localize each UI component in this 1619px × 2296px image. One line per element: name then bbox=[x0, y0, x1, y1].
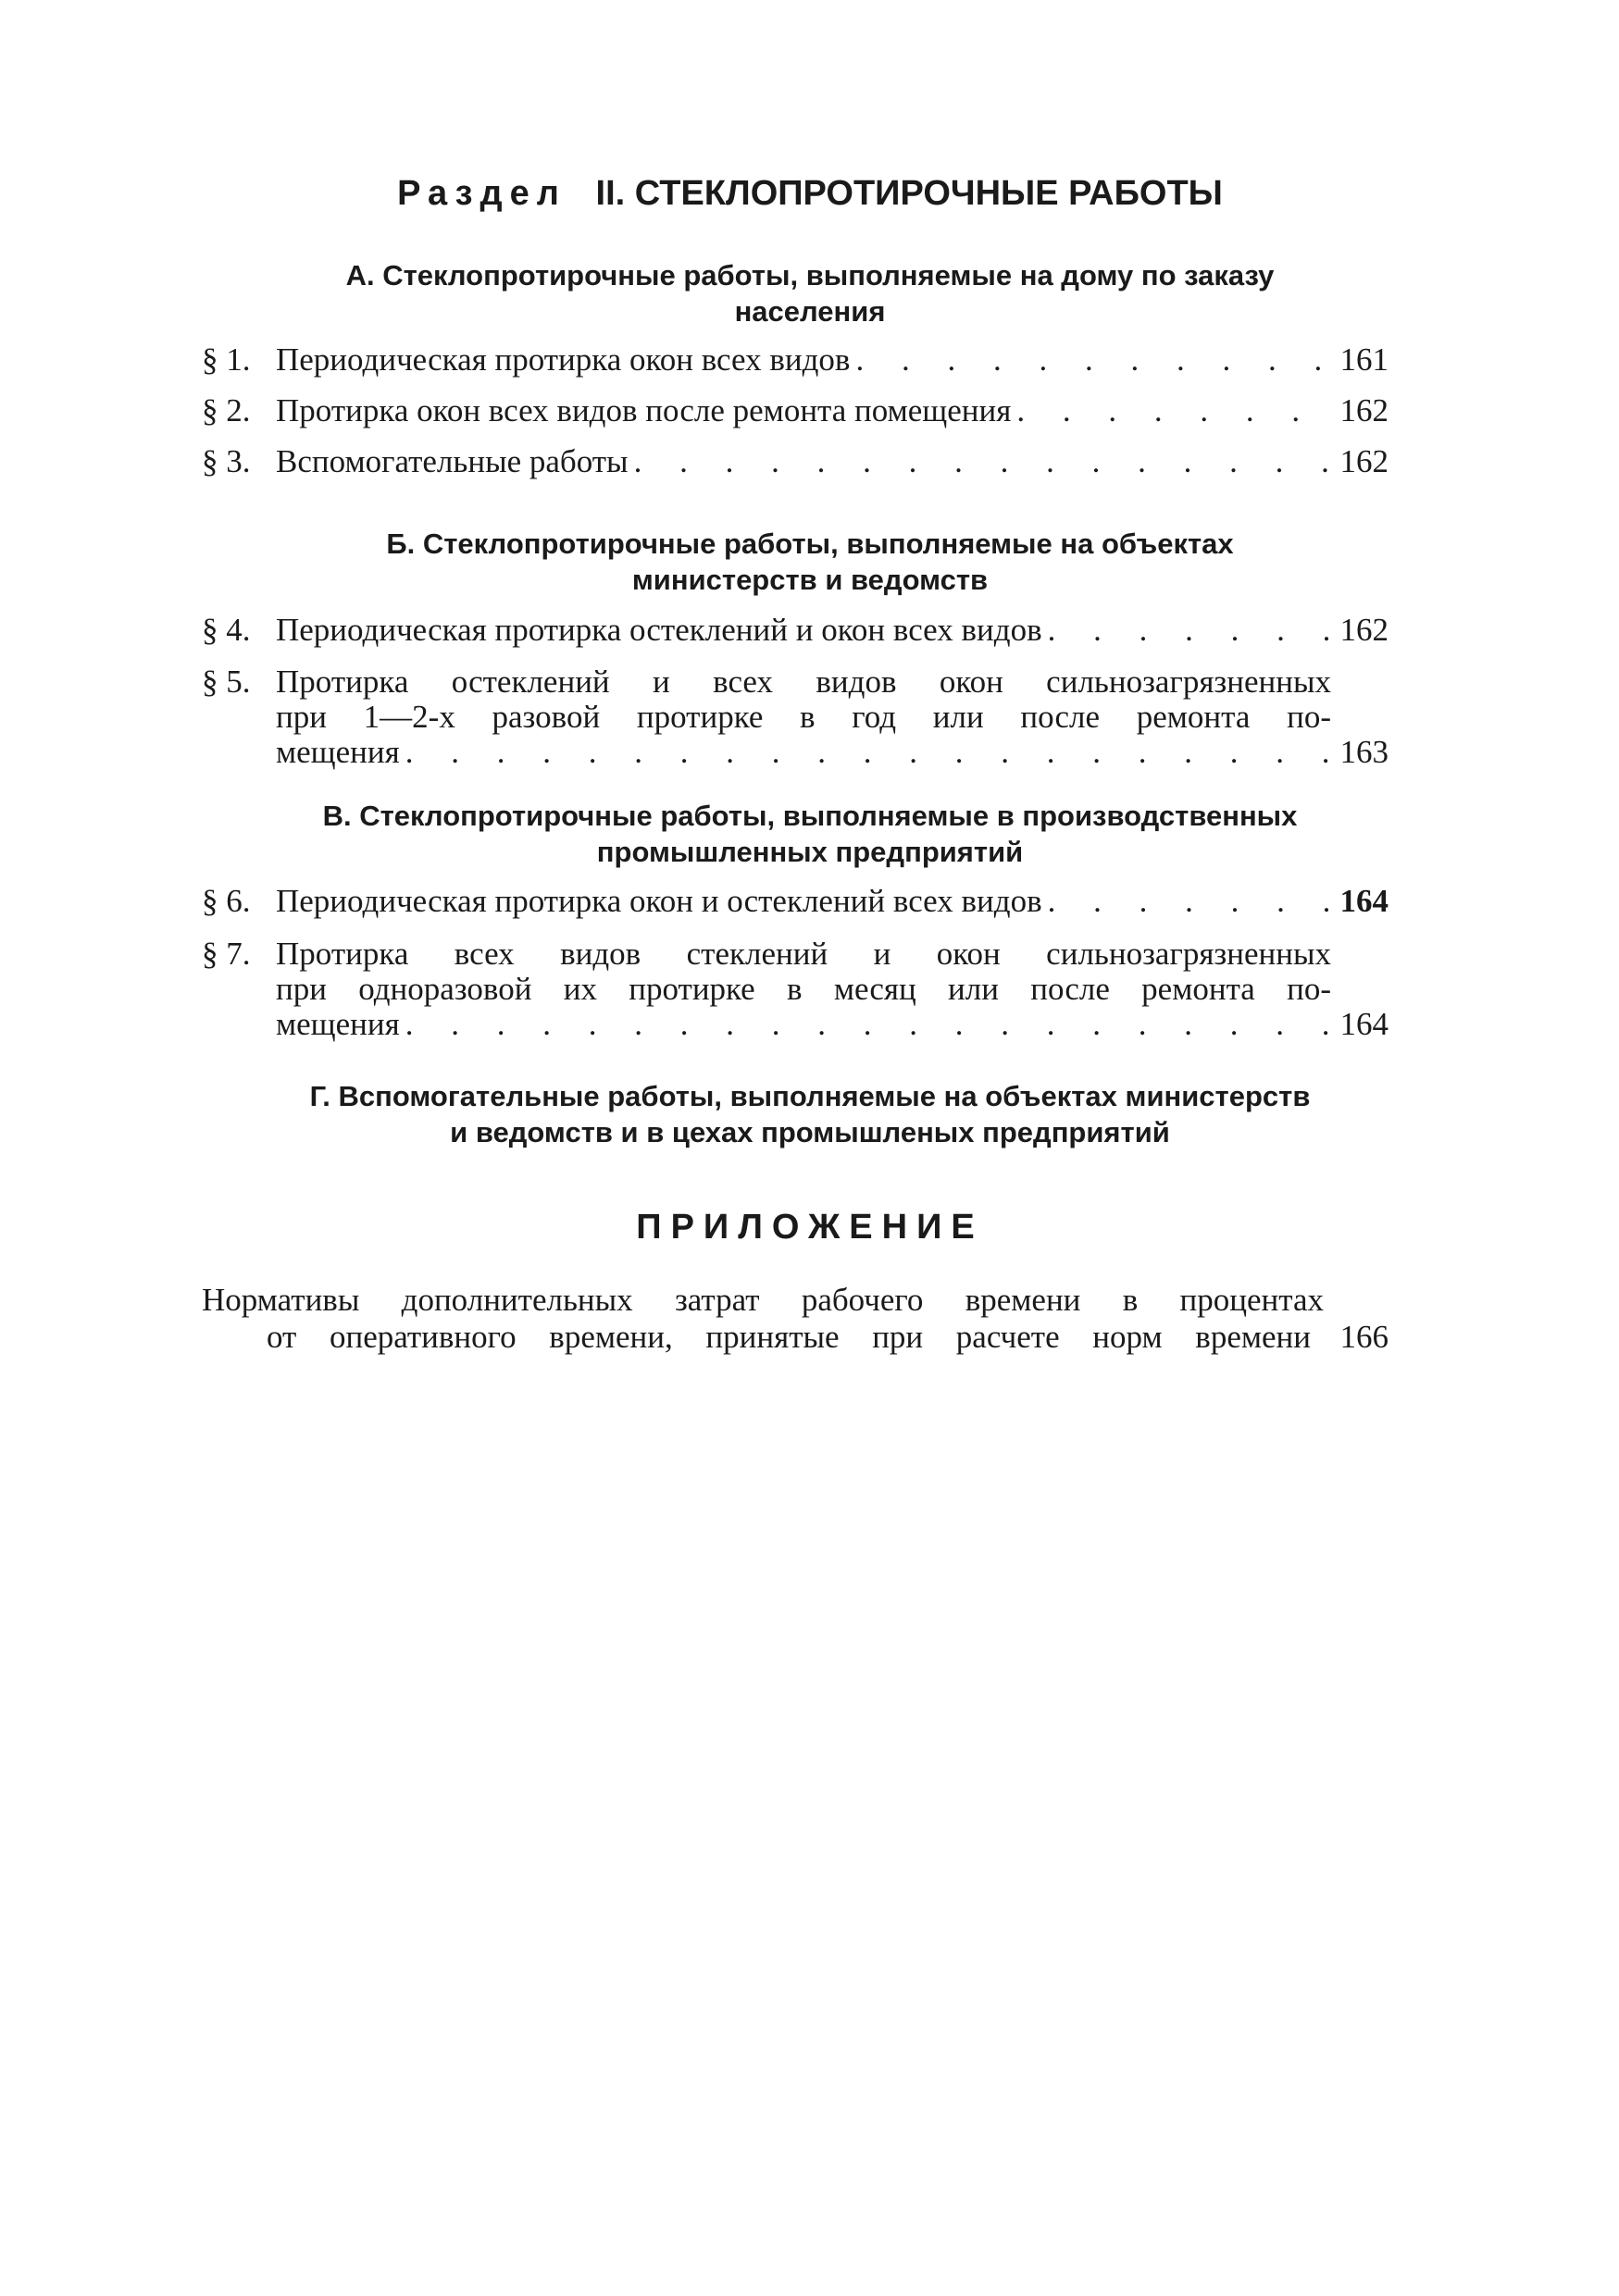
entry-title-continued: мещения bbox=[276, 734, 400, 770]
entry-number: § 3. bbox=[202, 443, 251, 479]
entry-title-continued: при 1—2-х разовой протирке в год или после ремонта по- bbox=[276, 699, 1331, 735]
group-heading-v: В. Стеклопротирочные работы, выполняемые в производственных промышленных предприятий bbox=[322, 800, 1298, 868]
appendix-heading: ПРИЛОЖЕНИЕ bbox=[636, 1208, 984, 1247]
toc-entry-2 bbox=[202, 393, 1389, 428]
entry-title: Периодическая протирка окон и остеклений всех видов bbox=[276, 883, 1042, 919]
toc-entry-5 bbox=[202, 664, 1389, 770]
entry-number: § 6. bbox=[202, 883, 251, 919]
entry-title-continued: при одноразовой их протирке в месяц или после ремонта по- bbox=[276, 971, 1331, 1007]
appendix-entry-page: 166 bbox=[1339, 1319, 1389, 1355]
group-heading-a: А. Стеклопротирочные работы, выполняемые на дому по заказу населения bbox=[345, 259, 1275, 328]
entry-page: 162 bbox=[1339, 392, 1389, 428]
leader-dots bbox=[1011, 393, 1331, 428]
toc-entry-4 bbox=[202, 613, 1389, 648]
leader-dots bbox=[850, 342, 1331, 378]
entry-number: § 5. bbox=[202, 664, 251, 700]
section-label: Раздел bbox=[397, 174, 567, 213]
leader-dots bbox=[1042, 613, 1331, 648]
entry-title: Периодическая протирка окон всех видов bbox=[276, 341, 851, 378]
toc-entry-7 bbox=[202, 937, 1389, 1042]
entry-page: 164 bbox=[1339, 883, 1389, 919]
appendix-entry-line1: Нормативы дополнительных затрат рабочего времени в процентах bbox=[202, 1282, 1324, 1318]
toc-entry-3 bbox=[202, 444, 1389, 479]
section-title bbox=[213, 174, 1407, 214]
entry-number: § 4. bbox=[202, 612, 251, 648]
appendix-entry-line2: от оперативного времени, принятые при расчете норм времени bbox=[267, 1319, 1311, 1355]
leader-dots bbox=[400, 735, 1331, 770]
entry-page: 162 bbox=[1339, 443, 1389, 479]
section-title-text: II. СТЕКЛОПРОТИРОЧНЫЕ РАБОТЫ bbox=[595, 174, 1223, 213]
entry-number: § 1. bbox=[202, 341, 251, 378]
entry-title-continued: мещения bbox=[276, 1006, 400, 1042]
entry-title: Протирка всех видов стеклений и окон сильнозагрязненных bbox=[276, 936, 1331, 972]
toc-entry-6 bbox=[202, 884, 1389, 919]
leader-dots bbox=[400, 1007, 1331, 1042]
entry-number: § 7. bbox=[202, 936, 251, 972]
leader-dots bbox=[629, 444, 1331, 479]
leader-dots bbox=[1042, 884, 1331, 919]
entry-title: Периодическая протирка остеклений и окон всех видов bbox=[276, 612, 1042, 648]
entry-title: Протирка окон всех видов после ремонта помещения bbox=[276, 392, 1012, 428]
entry-page: 162 bbox=[1339, 612, 1389, 648]
entry-page: 163 bbox=[1339, 734, 1389, 770]
entry-number: § 2. bbox=[202, 392, 251, 428]
group-heading-g: Г. Вспомогательные работы, выполняемые на объектах министерств и ведомств и в цехах промышленых предприятий bbox=[309, 1080, 1311, 1148]
group-heading-b: Б. Стеклопротирочные работы, выполняемые на объектах министерств и ведомств bbox=[386, 527, 1234, 596]
entry-title: Протирка остеклений и всех видов окон сильнозагрязненных bbox=[276, 664, 1331, 700]
entry-page: 164 bbox=[1339, 1006, 1389, 1042]
entry-page: 161 bbox=[1339, 341, 1389, 378]
appendix-entry bbox=[202, 1282, 1389, 1356]
entry-title: Вспомогательные работы bbox=[276, 443, 629, 479]
toc-entry-1 bbox=[202, 342, 1389, 378]
